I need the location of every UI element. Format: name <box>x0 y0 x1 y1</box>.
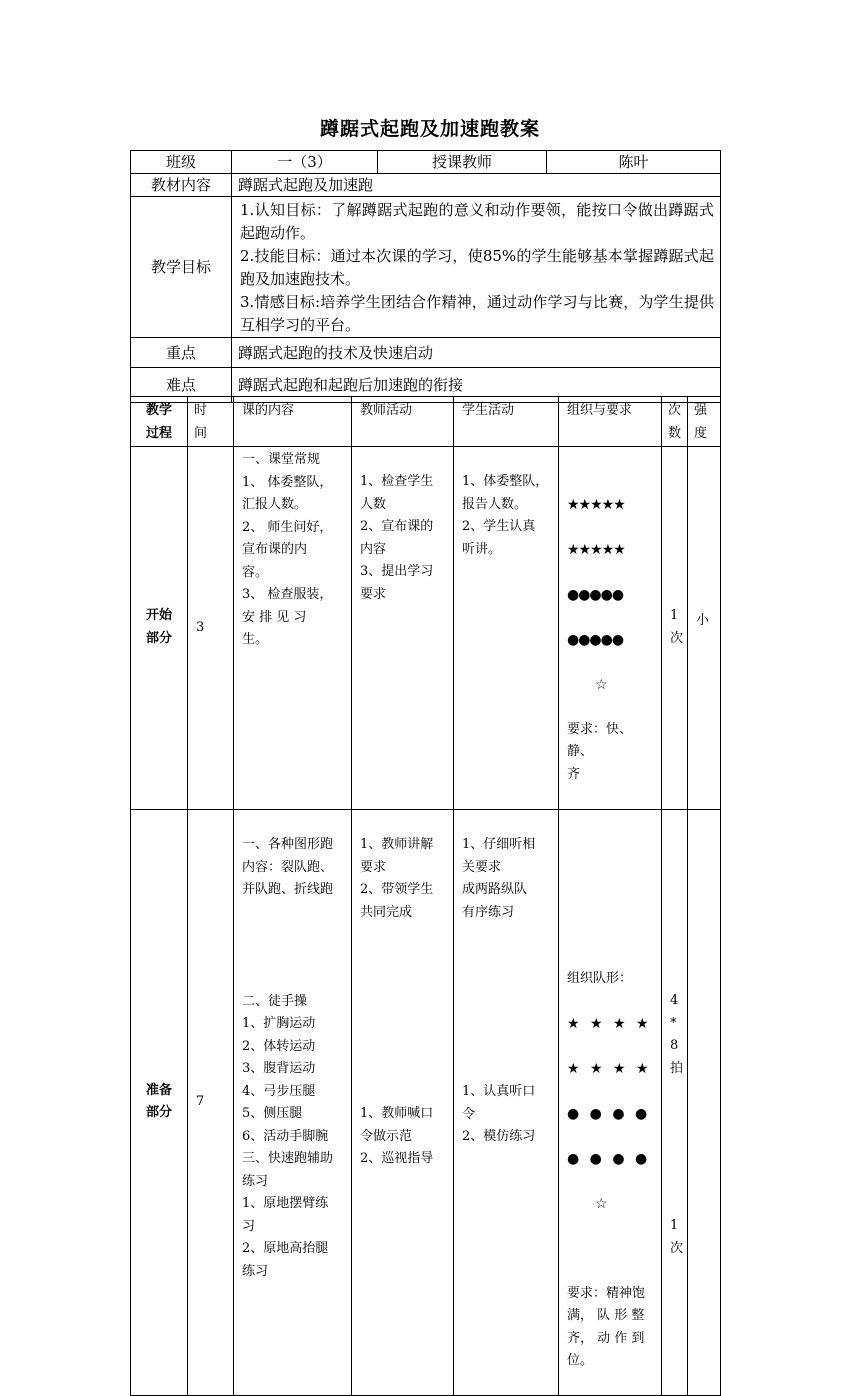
start-intensity: 小 <box>688 447 721 810</box>
prep-content <box>234 809 352 1396</box>
formation-row: ●●●●● <box>567 631 624 648</box>
header-phase: 教学 过程 <box>131 397 188 447</box>
teacher-position-icon: ☆ <box>595 676 608 693</box>
start-part-row <box>131 447 721 810</box>
prep-content-exercises: 二、徒手操 1、扩胸运动 2、体转运动 3、腹背运动 4、弓步压腿 5、侧压腿 6、活动手脚腕 三、快速跑辅助 练习 1、原地摆臂练 习 2、原地高抬腿 练习 <box>242 993 334 1279</box>
goals-list <box>232 197 721 338</box>
key-point-label: 重点 <box>131 338 232 368</box>
formation-row: ●●●●● <box>567 586 624 603</box>
formation-label: 组织队形： <box>567 971 633 986</box>
start-phase: 开始 部分 <box>131 447 188 810</box>
prep-intensity <box>688 809 721 1396</box>
prep-teacher-activity-a: 1、教师讲解 要求 2、带领学生 共同完成 <box>360 837 434 920</box>
formation-row: ★★★★★ <box>567 541 625 558</box>
prep-phase: 准备 部分 <box>131 809 188 1396</box>
formation-row: ★★★★★ <box>567 496 625 513</box>
prep-count-b: 1 次 <box>670 1218 684 1256</box>
lesson-info-table <box>130 150 721 403</box>
class-label: 班级 <box>131 151 232 174</box>
goal-skill: 2.技能目标：通过本次课的学习，使85%的学生能够基本掌握蹲踞式起跑及加速跑技术。 <box>240 247 714 288</box>
teacher-label: 授课教师 <box>378 151 547 174</box>
formation-row: ★ ★ ★ ★ <box>567 1061 649 1077</box>
formation-row: ● ● ● ● <box>567 1151 648 1167</box>
difficulty-label: 难点 <box>131 368 232 403</box>
teacher-position-icon: ☆ <box>595 1196 608 1212</box>
teacher-value: 陈叶 <box>547 151 721 174</box>
start-count: 1 次 <box>662 447 688 810</box>
header-teacher: 教师活动 <box>352 397 454 447</box>
key-point-value: 蹲踞式起跑的技术及快速启动 <box>232 338 721 368</box>
start-teacher-activity: 1、检查学生 人数 2、宣布课的 内容 3、提出学习 要求 <box>352 447 454 810</box>
start-time: 3 <box>188 447 234 810</box>
prep-teacher-activity-b: 1、教师喊口 令做示范 2、巡视指导 <box>360 1106 434 1166</box>
header-time: 时 间 <box>188 397 234 447</box>
prep-organization <box>559 809 662 1396</box>
prep-part-row <box>131 809 721 1396</box>
header-intensity: 强 度 <box>688 397 721 447</box>
start-organization <box>559 447 662 810</box>
prep-student-activity-a: 1、仔细听相 关要求 成两路纵队 有序练习 <box>462 837 536 920</box>
difficulty-value: 蹲踞式起跑和起跑后加速跑的衔接 <box>232 368 721 403</box>
start-requirement: 要求：快、静、 齐 <box>567 721 633 782</box>
prep-count <box>662 809 688 1396</box>
class-value: 一（3） <box>232 151 378 174</box>
prep-student-activity <box>454 809 559 1396</box>
formation-row: ★ ★ ★ ★ <box>567 1016 649 1032</box>
start-content: 一、课堂常规 1、 体委整队， 汇报人数。 2、 师生问好， 宣布课的内 容。 3、 检查服装， 安 排 见 习 生。 <box>234 447 352 810</box>
prep-student-activity-b: 1、认真听口 令 2、模仿练习 <box>462 1084 536 1144</box>
page-title: 蹲踞式起跑及加速跑教案 <box>319 118 540 140</box>
header-student: 学生活动 <box>454 397 559 447</box>
goals-label: 教学目标 <box>131 197 232 338</box>
header-content: 课的内容 <box>234 397 352 447</box>
header-org: 组织与要求 <box>559 397 662 447</box>
start-student-activity: 1、体委整队， 报告人数。 2、学生认真 听讲。 <box>454 447 559 810</box>
prep-requirement: 要求：精神饱 满， 队 形 整 齐， 动 作 到 位。 <box>567 1285 646 1368</box>
prep-time: 7 <box>188 809 234 1396</box>
prep-teacher-activity <box>352 809 454 1396</box>
prep-content-running: 一、各种图形跑 内容：裂队跑、 并队跑、折线跑 <box>242 837 334 897</box>
header-count: 次 数 <box>662 397 688 447</box>
material-value: 蹲踞式起跑及加速跑 <box>232 174 721 197</box>
material-label: 教材内容 <box>131 174 232 197</box>
teaching-process-table <box>130 396 721 1396</box>
goal-cognitive: 1.认知目标：了解蹲踞式起跑的意义和动作要领，能按口令做出蹲踞式起跑动作。 <box>240 201 714 242</box>
formation-row: ● ● ● ● <box>567 1106 648 1122</box>
goal-affective: 3.情感目标:培养学生团结合作精神，通过动作学习与比赛，为学生提供互相学习的平台。 <box>240 293 714 334</box>
prep-count-a: 4 * 8 拍 <box>670 993 684 1076</box>
